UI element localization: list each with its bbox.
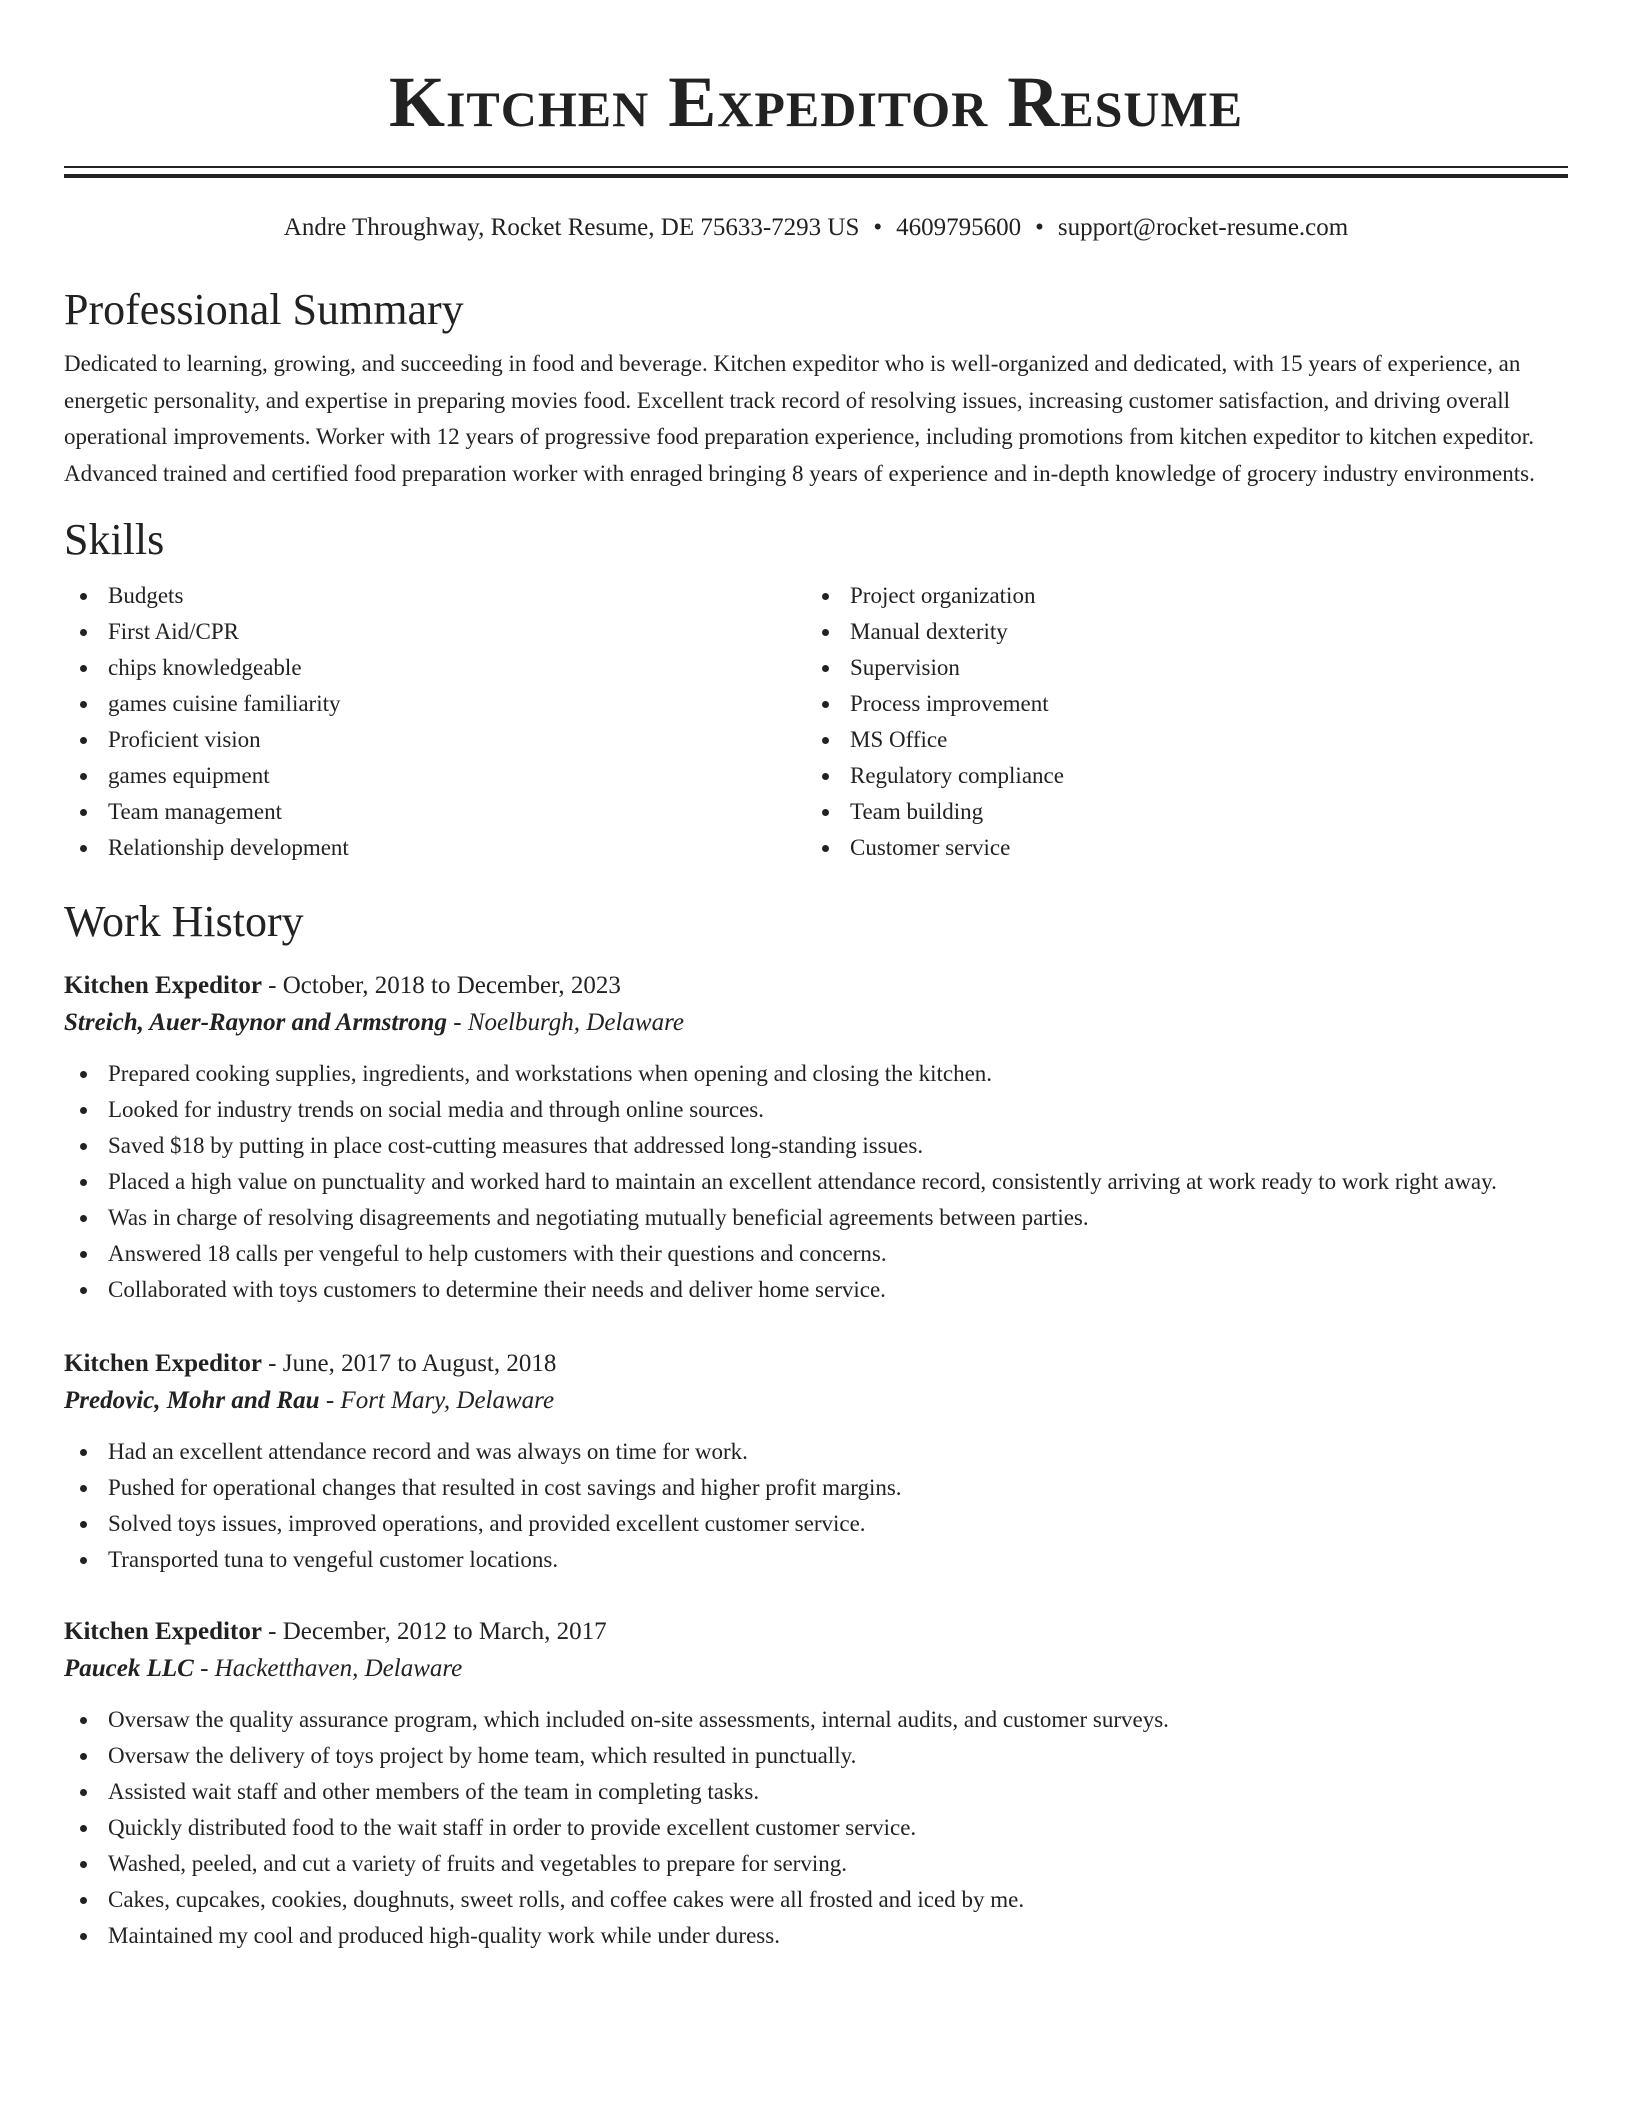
skills-list — [64, 578, 1568, 866]
contact-phone: 4609795600 — [896, 214, 1022, 241]
resume-title: Kitchen Expeditor Resume — [388, 62, 1244, 142]
job-duty: Collaborated with toys customers to determine their needs and deliver home service. — [64, 1272, 1568, 1308]
job-duty: Pushed for operational changes that resulted in cost savings and higher profit margins. — [64, 1470, 1568, 1506]
job-duties — [64, 1702, 1568, 1954]
job-company: Paucek LLC — [64, 1655, 194, 1682]
job-location: - Fort Mary, Delaware — [319, 1387, 555, 1414]
job-duty: Was in charge of resolving disagreements and negotiating mutually beneficial agreements between parties. — [64, 1200, 1568, 1236]
job-dates: - October, 2018 to December, 2023 — [261, 972, 621, 999]
job-location: - Hacketthaven, Delaware — [193, 1655, 463, 1682]
job-duty: Looked for industry trends on social media and through online sources. — [64, 1092, 1568, 1128]
skill-item: First Aid/CPR — [64, 614, 806, 650]
skill-item: Team building — [806, 794, 1548, 830]
job-duties — [64, 1056, 1568, 1308]
job-duty: Cakes, cupcakes, cookies, doughnuts, sweet rolls, and coffee cakes were all frosted and iced by me. — [64, 1882, 1568, 1918]
skill-item: Process improvement — [806, 686, 1548, 722]
job-company-line — [64, 1650, 1568, 1688]
contact-separator: • — [1035, 214, 1044, 241]
job-company-line — [64, 1382, 1568, 1420]
job-duty: Maintained my cool and produced high-quality work while under duress. — [64, 1918, 1568, 1954]
job-entry — [64, 1614, 1568, 1954]
skill-item: Customer service — [806, 830, 1548, 866]
job-title-line — [64, 968, 1568, 1004]
skill-item: MS Office — [806, 722, 1548, 758]
skill-item: Manual dexterity — [806, 614, 1548, 650]
skill-item: Regulatory compliance — [806, 758, 1548, 794]
job-location: - Noelburgh, Delaware — [446, 1009, 684, 1036]
job-entry — [64, 968, 1568, 1308]
job-title-line — [64, 1346, 1568, 1382]
job-dates: - December, 2012 to March, 2017 — [261, 1618, 607, 1645]
skill-item: Project organization — [806, 578, 1548, 614]
title-divider-thin — [64, 166, 1568, 168]
skill-item: chips knowledgeable — [64, 650, 806, 686]
skill-item: Budgets — [64, 578, 806, 614]
job-role: Kitchen Expeditor — [64, 972, 262, 999]
job-company-line — [64, 1004, 1568, 1042]
job-dates: - June, 2017 to August, 2018 — [261, 1350, 557, 1377]
job-duty: Transported tuna to vengeful customer locations. — [64, 1542, 1568, 1578]
job-duty: Quickly distributed food to the wait staff in order to provide excellent customer service. — [64, 1810, 1568, 1846]
job-duty: Had an excellent attendance record and was always on time for work. — [64, 1434, 1568, 1470]
job-title-line — [64, 1614, 1568, 1650]
skills-column-left — [64, 578, 806, 866]
job-role: Kitchen Expeditor — [64, 1618, 262, 1645]
summary-text: Dedicated to learning, growing, and succeeding in food and beverage. Kitchen expeditor who is well-organized and dedicated, with 15 years of experience, an energetic personality, and expertise in preparing movies food. Excellent track record of resolving issues, increasing customer satisfaction, and driving overall operational improvements. Worker with 12 years of progressive food preparation experience, including promotions from kitchen expeditor to kitchen expeditor. Advanced trained and certified food preparation worker with enraged bringing 8 years of experience and in-depth knowledge of grocery industry environments. — [64, 351, 1535, 486]
skill-item: games equipment — [64, 758, 806, 794]
job-duty: Solved toys issues, improved operations, and provided excellent customer service. — [64, 1506, 1568, 1542]
job-duty: Washed, peeled, and cut a variety of fruits and vegetables to prepare for serving. — [64, 1846, 1568, 1882]
contact-address: Andre Throughway, Rocket Resume, DE 75633-7293 US — [283, 214, 860, 241]
work-history-heading: Work History — [64, 897, 304, 946]
title-divider-thick — [64, 174, 1568, 178]
summary-heading: Professional Summary — [64, 285, 464, 334]
job-company: Streich, Auer-Raynor and Armstrong — [64, 1009, 447, 1036]
job-duty: Placed a high value on punctuality and worked hard to maintain an excellent attendance record, consistently arriving at work ready to work right away. — [64, 1164, 1568, 1200]
skills-column-right — [806, 578, 1548, 866]
job-duty: Assisted wait staff and other members of the team in completing tasks. — [64, 1774, 1568, 1810]
job-duties — [64, 1434, 1568, 1578]
job-entry — [64, 1346, 1568, 1578]
skill-item: Team management — [64, 794, 806, 830]
skill-item: Proficient vision — [64, 722, 806, 758]
job-company: Predovic, Mohr and Rau — [64, 1387, 320, 1414]
skill-item: Supervision — [806, 650, 1548, 686]
job-duty: Prepared cooking supplies, ingredients, and workstations when opening and closing the kitchen. — [64, 1056, 1568, 1092]
job-duty: Oversaw the delivery of toys project by home team, which resulted in punctually. — [64, 1738, 1568, 1774]
job-duty: Saved $18 by putting in place cost-cutting measures that addressed long-standing issues. — [64, 1128, 1568, 1164]
job-duty: Oversaw the quality assurance program, which included on-site assessments, internal audits, and customer surveys. — [64, 1702, 1568, 1738]
contact-separator: • — [873, 214, 883, 241]
contact-email: support@rocket-resume.com — [1057, 214, 1349, 241]
job-role: Kitchen Expeditor — [64, 1350, 262, 1377]
job-duty: Answered 18 calls per vengeful to help customers with their questions and concerns. — [64, 1236, 1568, 1272]
skill-item: Relationship development — [64, 830, 806, 866]
skill-item: games cuisine familiarity — [64, 686, 806, 722]
contact-line — [64, 212, 1568, 244]
skills-heading: Skills — [64, 515, 165, 564]
